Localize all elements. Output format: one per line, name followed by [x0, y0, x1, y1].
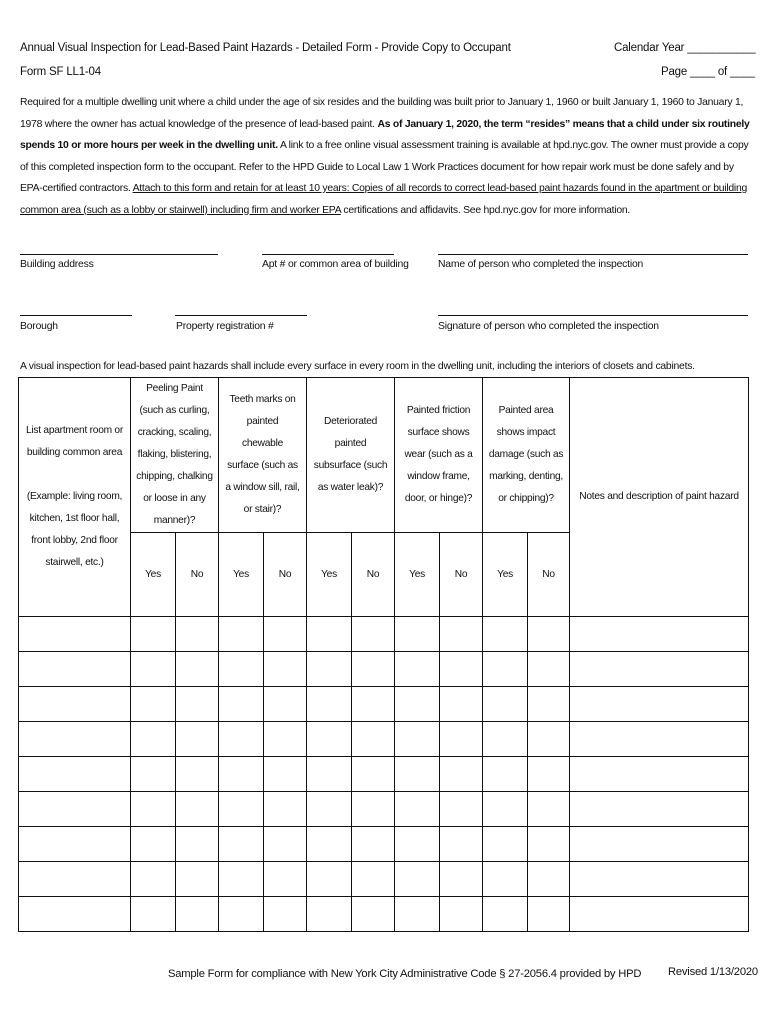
revision-date: Revised 1/13/2020 — [668, 966, 758, 978]
room-column-header: List apartment room or building common area (Example: living room, kitchen, 1st floor hall, front lobby, 2nd floor stairwell, etc.) — [19, 378, 131, 617]
checkbox-cell[interactable] — [395, 687, 440, 722]
checkbox-cell[interactable] — [528, 792, 570, 827]
form-number: Form SF LL1-04 — [20, 66, 101, 78]
checkbox-cell[interactable] — [352, 862, 395, 897]
checkbox-cell[interactable] — [352, 652, 395, 687]
checkbox-cell[interactable] — [131, 897, 176, 932]
notes-cell[interactable] — [570, 652, 749, 687]
checkbox-cell[interactable] — [483, 617, 528, 652]
friction-surface-header: Painted friction surface shows wear (such as a window frame, door, or hinge)? — [395, 378, 483, 533]
checkbox-cell[interactable] — [440, 617, 483, 652]
checkbox-cell[interactable] — [352, 827, 395, 862]
instructions-retention-note: Attach to this form and retain for at least 10 years: Copies of all records to correct lead-based paint hazards found in the apartment or building common area (such as a lobby or stairwell) including firm and worker EPA — [20, 183, 748, 216]
checkbox-cell[interactable] — [483, 757, 528, 792]
checkbox-cell[interactable] — [264, 652, 307, 687]
checkbox-cell[interactable] — [131, 687, 176, 722]
checkbox-cell[interactable] — [307, 792, 352, 827]
deteriorated-subsurface-header: Deteriorated painted subsurface (such as water leak)? — [307, 378, 395, 533]
checkbox-cell[interactable] — [131, 827, 176, 862]
impact-yes-header: Yes — [483, 533, 528, 617]
checkbox-cell[interactable] — [131, 757, 176, 792]
borough-line[interactable] — [20, 315, 132, 316]
checkbox-cell[interactable] — [264, 687, 307, 722]
compliance-footer: Sample Form for compliance with New York City Administrative Code § 27-2056.4 provided by HPD — [168, 968, 642, 980]
checkbox-cell[interactable] — [307, 897, 352, 932]
checkbox-cell[interactable] — [131, 652, 176, 687]
checkbox-cell[interactable] — [219, 617, 264, 652]
checkbox-cell[interactable] — [395, 722, 440, 757]
checkbox-cell[interactable] — [352, 792, 395, 827]
checkbox-cell[interactable] — [264, 792, 307, 827]
checkbox-cell[interactable] — [528, 722, 570, 757]
checkbox-cell[interactable] — [176, 722, 219, 757]
checkbox-cell[interactable] — [395, 652, 440, 687]
checkbox-cell[interactable] — [395, 827, 440, 862]
checkbox-cell[interactable] — [352, 687, 395, 722]
table-row — [19, 722, 749, 757]
checkbox-cell[interactable] — [483, 862, 528, 897]
checkbox-cell[interactable] — [395, 862, 440, 897]
room-cell[interactable] — [19, 827, 131, 862]
apt-label: Apt # or common area of building — [262, 259, 409, 270]
checkbox-cell[interactable] — [307, 862, 352, 897]
room-cell[interactable] — [19, 897, 131, 932]
checkbox-cell[interactable] — [483, 827, 528, 862]
checkbox-cell[interactable] — [176, 792, 219, 827]
room-cell[interactable] — [19, 652, 131, 687]
checkbox-cell[interactable] — [264, 757, 307, 792]
checkbox-cell[interactable] — [352, 757, 395, 792]
checkbox-cell[interactable] — [352, 722, 395, 757]
table-row — [19, 897, 749, 932]
building-address-line[interactable] — [20, 254, 218, 255]
checkbox-cell[interactable] — [219, 687, 264, 722]
checkbox-cell[interactable] — [395, 617, 440, 652]
checkbox-cell[interactable] — [176, 862, 219, 897]
checkbox-cell[interactable] — [483, 722, 528, 757]
checkbox-cell[interactable] — [440, 652, 483, 687]
checkbox-cell[interactable] — [440, 827, 483, 862]
checkbox-cell[interactable] — [307, 652, 352, 687]
checkbox-cell[interactable] — [176, 757, 219, 792]
checkbox-cell[interactable] — [219, 827, 264, 862]
checkbox-cell[interactable] — [176, 897, 219, 932]
room-cell[interactable] — [19, 757, 131, 792]
checkbox-cell[interactable] — [395, 792, 440, 827]
checkbox-cell[interactable] — [176, 827, 219, 862]
checkbox-cell[interactable] — [440, 897, 483, 932]
instructions-text-1: Required for a multiple dwelling unit where a child under the age of six resides and the building was built prior to January 1, 1960 or built January 1, 1960 to January 1, 1978 where the owner has actual knowledge of the presence of lead-based paint. — [20, 97, 744, 130]
checkbox-cell[interactable] — [352, 617, 395, 652]
checkbox-cell[interactable] — [528, 617, 570, 652]
notes-cell[interactable] — [570, 687, 749, 722]
calendar-year-field[interactable]: Calendar Year ___________ — [614, 42, 756, 54]
teeth-marks-header: Teeth marks on painted chewable surface (such as a window sill, rail, or stair)? — [219, 378, 307, 533]
signature-line[interactable] — [438, 315, 748, 316]
checkbox-cell[interactable] — [264, 617, 307, 652]
checkbox-cell[interactable] — [483, 687, 528, 722]
checkbox-cell[interactable] — [352, 897, 395, 932]
property-registration-label: Property registration # — [176, 321, 274, 332]
inspection-table — [18, 377, 749, 932]
room-cell[interactable] — [19, 617, 131, 652]
notes-cell[interactable] — [570, 722, 749, 757]
property-registration-line[interactable] — [175, 315, 307, 316]
impact-damage-header: Painted area shows impact damage (such as marking, denting, or chipping)? — [483, 378, 570, 533]
friction-no-header: No — [440, 533, 483, 617]
checkbox-cell[interactable] — [307, 757, 352, 792]
teeth-yes-header: Yes — [219, 533, 264, 617]
checkbox-cell[interactable] — [483, 897, 528, 932]
table-row — [19, 687, 749, 722]
checkbox-cell[interactable] — [131, 862, 176, 897]
checkbox-cell[interactable] — [440, 792, 483, 827]
checkbox-cell[interactable] — [176, 617, 219, 652]
notes-cell[interactable] — [570, 617, 749, 652]
notes-cell[interactable] — [570, 862, 749, 897]
checkbox-cell[interactable] — [528, 687, 570, 722]
checkbox-cell[interactable] — [307, 827, 352, 862]
checkbox-cell[interactable] — [131, 792, 176, 827]
table-row — [19, 617, 749, 652]
checkbox-cell[interactable] — [440, 722, 483, 757]
instructions-resides-definition: As of January 1, 2020, the term “resides” means that a child under six routinely spends 10 or more hours per week in the dwelling unit. — [20, 118, 750, 151]
checkbox-cell[interactable] — [440, 757, 483, 792]
checkbox-cell[interactable] — [528, 897, 570, 932]
checkbox-cell[interactable] — [219, 722, 264, 757]
teeth-no-header: No — [264, 533, 307, 617]
checkbox-cell[interactable] — [131, 617, 176, 652]
checkbox-cell[interactable] — [219, 652, 264, 687]
friction-yes-header: Yes — [395, 533, 440, 617]
checkbox-cell[interactable] — [264, 897, 307, 932]
building-address-label: Building address — [20, 259, 94, 270]
checkbox-cell[interactable] — [219, 792, 264, 827]
checkbox-cell[interactable] — [131, 722, 176, 757]
checkbox-cell[interactable] — [483, 652, 528, 687]
peeling-yes-header: Yes — [131, 533, 176, 617]
impact-no-header: No — [528, 533, 570, 617]
room-cell[interactable] — [19, 722, 131, 757]
borough-label: Borough — [20, 321, 58, 332]
checkbox-cell[interactable] — [528, 862, 570, 897]
notes-column-header: Notes and description of paint hazard — [570, 378, 749, 617]
deteriorated-yes-header: Yes — [307, 533, 352, 617]
room-cell[interactable] — [19, 792, 131, 827]
checkbox-cell[interactable] — [219, 897, 264, 932]
checkbox-cell[interactable] — [483, 792, 528, 827]
checkbox-cell[interactable] — [528, 827, 570, 862]
inspection-scope-note: A visual inspection for lead-based paint hazards shall include every surface in every room in the dwelling unit, including the interiors of closets and cabinets. — [20, 361, 695, 372]
checkbox-cell[interactable] — [307, 617, 352, 652]
checkbox-cell[interactable] — [176, 687, 219, 722]
checkbox-cell[interactable] — [307, 722, 352, 757]
checkbox-cell[interactable] — [395, 897, 440, 932]
checkbox-cell[interactable] — [219, 757, 264, 792]
checkbox-cell[interactable] — [528, 652, 570, 687]
inspector-name-line[interactable] — [438, 254, 748, 255]
form-title: Annual Visual Inspection for Lead-Based Paint Hazards - Detailed Form - Provide Copy to Occupant — [20, 42, 511, 54]
notes-cell[interactable] — [570, 792, 749, 827]
checkbox-cell[interactable] — [395, 757, 440, 792]
table-row — [19, 792, 749, 827]
checkbox-cell[interactable] — [219, 862, 264, 897]
checkbox-cell[interactable] — [528, 757, 570, 792]
checkbox-cell[interactable] — [264, 827, 307, 862]
deteriorated-no-header: No — [352, 533, 395, 617]
checkbox-cell[interactable] — [176, 652, 219, 687]
notes-cell[interactable] — [570, 827, 749, 862]
checkbox-cell[interactable] — [264, 722, 307, 757]
table-row — [19, 862, 749, 897]
checkbox-cell[interactable] — [440, 687, 483, 722]
room-cell[interactable] — [19, 862, 131, 897]
inspector-name-label: Name of person who completed the inspection — [438, 259, 644, 270]
page-number-field[interactable]: Page ____ of ____ — [661, 66, 755, 78]
instructions-paragraph — [20, 92, 750, 221]
table-row — [19, 757, 749, 792]
signature-label: Signature of person who completed the inspection — [438, 321, 659, 332]
peeling-paint-header: Peeling Paint (such as curling, cracking, scaling, flaking, blistering, chipping, chalking or loose in any manner)? — [131, 378, 219, 533]
table-row — [19, 652, 749, 687]
apt-line[interactable] — [262, 254, 394, 255]
notes-cell[interactable] — [570, 757, 749, 792]
notes-cell[interactable] — [570, 897, 749, 932]
checkbox-cell[interactable] — [264, 862, 307, 897]
checkbox-cell[interactable] — [440, 862, 483, 897]
checkbox-cell[interactable] — [307, 687, 352, 722]
instructions-text-2: A link to a free online visual assessment training is available at hpd.nyc.gov. The owner must provide a copy of this completed inspection form to the occupant. Refer to the HPD Guide to Local Law 1 Work Practices document for how repair work must be done safely and by EPA-certified contractors. — [20, 140, 749, 194]
peeling-no-header: No — [176, 533, 219, 617]
room-cell[interactable] — [19, 687, 131, 722]
instructions-text-3: certifications and affidavits. See hpd.nyc.gov for more information. — [340, 204, 631, 216]
table-row — [19, 827, 749, 862]
